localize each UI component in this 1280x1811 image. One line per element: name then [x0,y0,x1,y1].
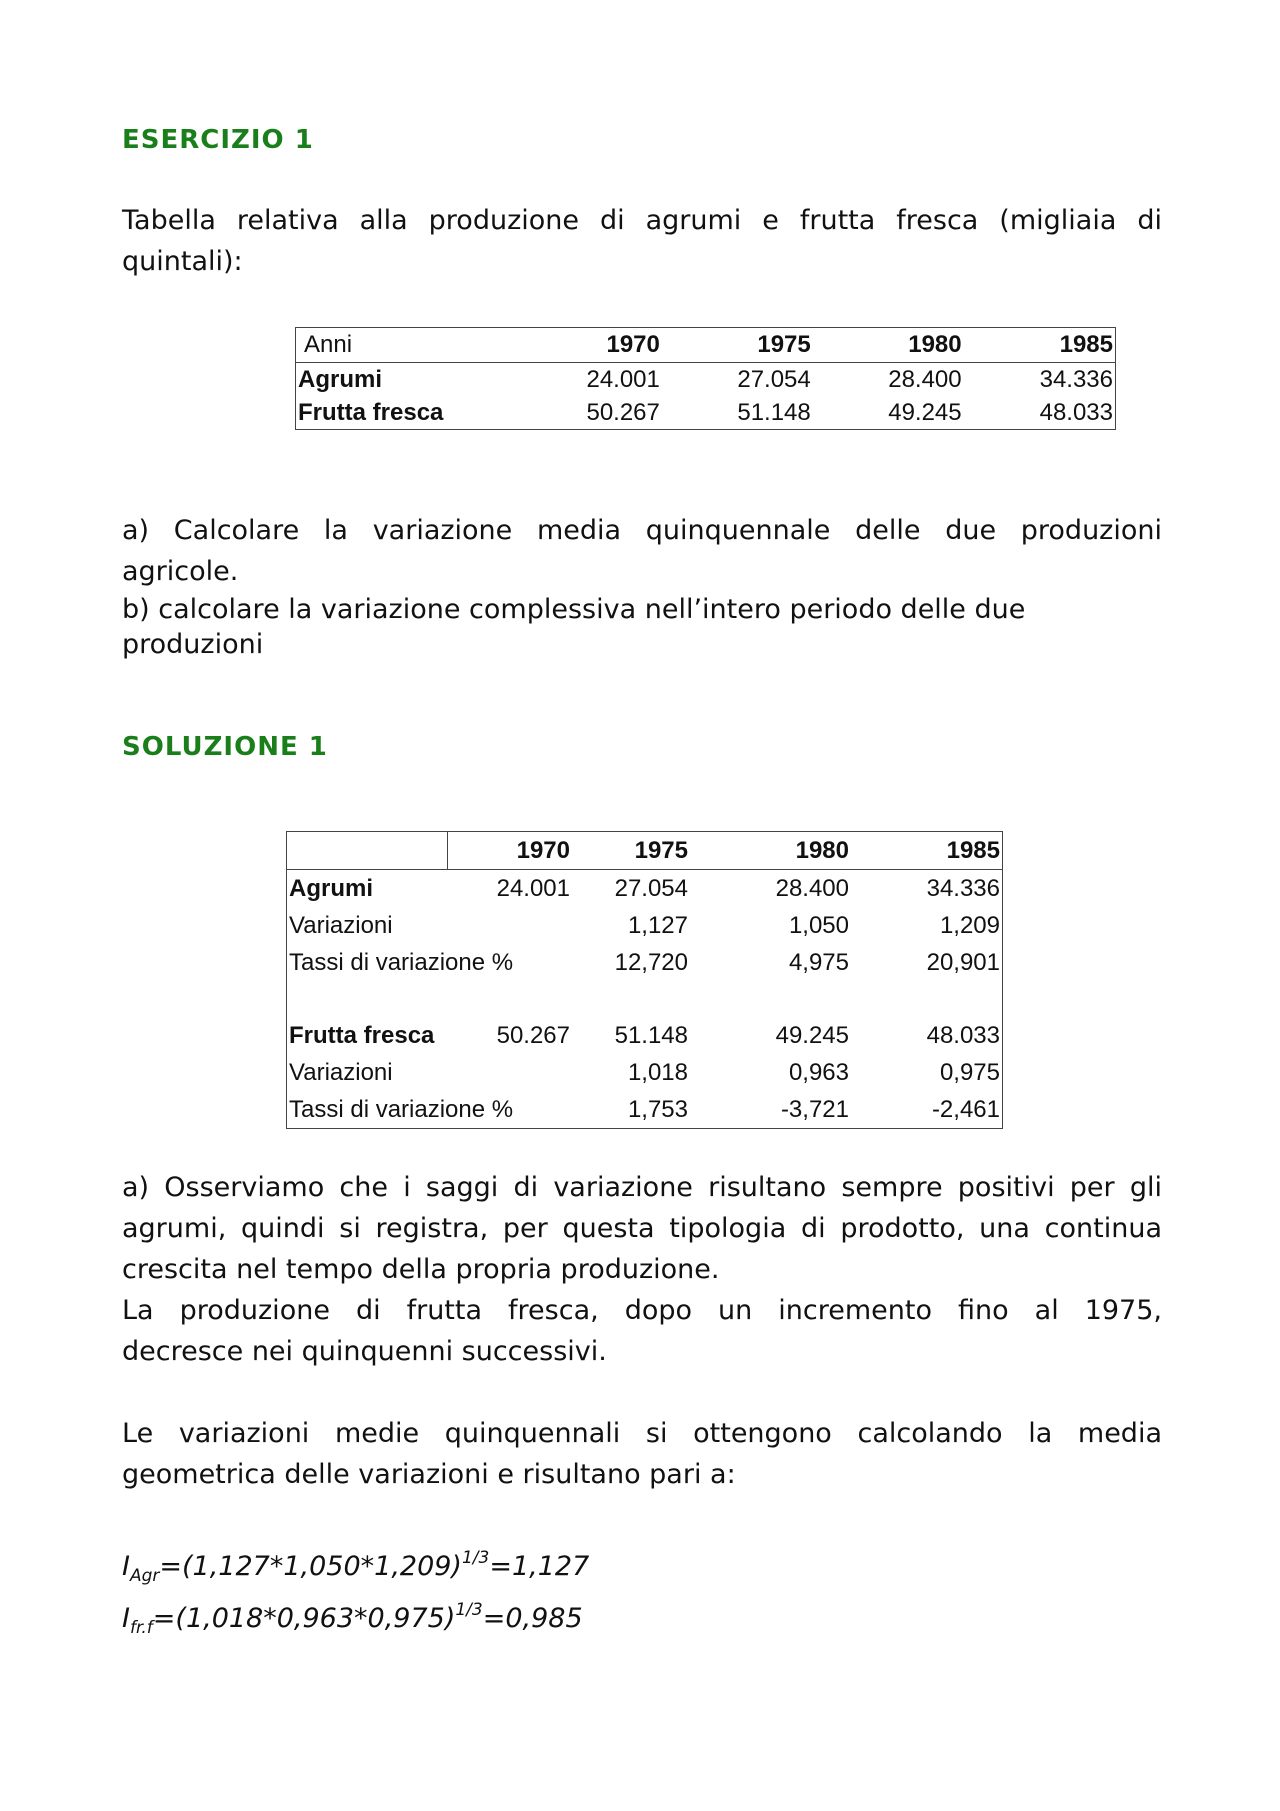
spacer-row [287,981,1003,1017]
table-cell: 0,963 [788,1058,849,1086]
table-cell: 50.267 [496,1021,570,1049]
question-a-line-1: a) Calcolare la variazione media quinquennale delle due produzioni [122,515,1162,546]
table-cell: 1,753 [627,1095,688,1123]
table-cell: -2,461 [931,1095,1000,1123]
production-table [295,327,1116,430]
row-label: Variazioni [289,1058,393,1086]
table-cell: 1,127 [627,911,688,939]
row-label: Tassi di variazione % [289,948,514,976]
table-row [287,907,1003,944]
table-cell: 28.400 [888,365,962,393]
table-cell: 24.001 [496,874,570,902]
table-row [287,1091,1003,1129]
intro-line-1: Tabella relativa alla produzione di agrumi e frutta fresca (migliaia di [122,205,1162,236]
table-cell: 48.033 [1039,398,1113,426]
answer-line: agrumi, quindi si registra, per questa tipologia di prodotto, una continua [122,1213,1162,1244]
table-row [287,870,1003,908]
intro-line-2: quintali): [122,246,243,277]
answer-line: La produzione di frutta fresca, dopo un incremento fino al 1975, [122,1295,1162,1326]
table-cell: 27.054 [614,874,688,902]
year-header: 1975 [572,832,690,870]
exercise-questions [122,510,1162,662]
answer-a [122,1167,1162,1372]
medie-paragraph [122,1413,1162,1495]
table-cell: 34.336 [926,874,1000,902]
table-header-row [287,832,1003,870]
table-row [287,944,1003,981]
table-cell: 51.148 [737,398,811,426]
table-cell: 51.148 [614,1021,688,1049]
table-cell: -3,721 [780,1095,849,1123]
solution-table [286,831,1003,1129]
medie-line: Le variazioni medie quinquennali si ottengono calcolando la media [122,1418,1162,1449]
year-header: 1985 [964,328,1116,363]
table-cell: 12,720 [614,948,688,976]
table-row [296,363,1116,397]
row-label: Variazioni [289,911,393,939]
table-cell: 1,050 [788,911,849,939]
exercise-title: ESERCIZIO 1 [122,125,314,155]
table-cell: 34.336 [1039,365,1113,393]
row-label: Agrumi [289,874,373,902]
header-label: Anni [296,328,512,363]
row-label: Agrumi [298,365,382,393]
table-row [287,1017,1003,1054]
medie-line: geometrica delle variazioni e risultano pari a: [122,1459,736,1490]
question-b-line-2: produzioni [122,629,264,660]
row-label: Frutta fresca [298,398,444,426]
year-header: 1970 [448,832,573,870]
table-cell: 27.054 [737,365,811,393]
year-header: 1970 [511,328,662,363]
table-row [296,396,1116,430]
solution-title: SOLUZIONE 1 [122,732,328,762]
formula-agrumi: $I_{Agr}=(1,127*1,050*1,209)^{1/3}=1,127$ [122,1548,590,1586]
exercise-intro [122,200,1162,282]
table-cell: 48.033 [926,1021,1000,1049]
row-label: Tassi di variazione % [289,1095,514,1123]
year-header: 1980 [813,328,964,363]
answer-line: decresce nei quinquenni successivi. [122,1336,607,1367]
table-cell: 49.245 [888,398,962,426]
header-empty-cell [287,832,448,870]
table-cell: 50.267 [586,398,660,426]
table-cell: 20,901 [926,948,1000,976]
table-row [287,1054,1003,1091]
question-a-line-2: agricole. [122,556,239,587]
year-header: 1975 [662,328,813,363]
table-cell: 1,018 [627,1058,688,1086]
table-cell: 28.400 [775,874,849,902]
table-cell: 24.001 [586,365,660,393]
table-header-row [296,328,1116,363]
year-header: 1985 [851,832,1003,870]
table-cell: 4,975 [788,948,849,976]
row-label: Frutta fresca [289,1021,435,1049]
formula-frutta: $I_{fr.f}=(1,018*0,963*0,975)^{1/3}=0,985$ [122,1600,583,1638]
table-cell: 0,975 [939,1058,1000,1086]
question-b-line-1: b) calcolare la variazione complessiva nell’intero periodo delle due [122,594,1026,625]
table-cell: 1,209 [939,911,1000,939]
table-cell: 49.245 [775,1021,849,1049]
answer-line: a) Osserviamo che i saggi di variazione risultano sempre positivi per gli [122,1172,1162,1203]
year-header: 1980 [690,832,851,870]
answer-line: crescita nel tempo della propria produzione. [122,1254,720,1285]
